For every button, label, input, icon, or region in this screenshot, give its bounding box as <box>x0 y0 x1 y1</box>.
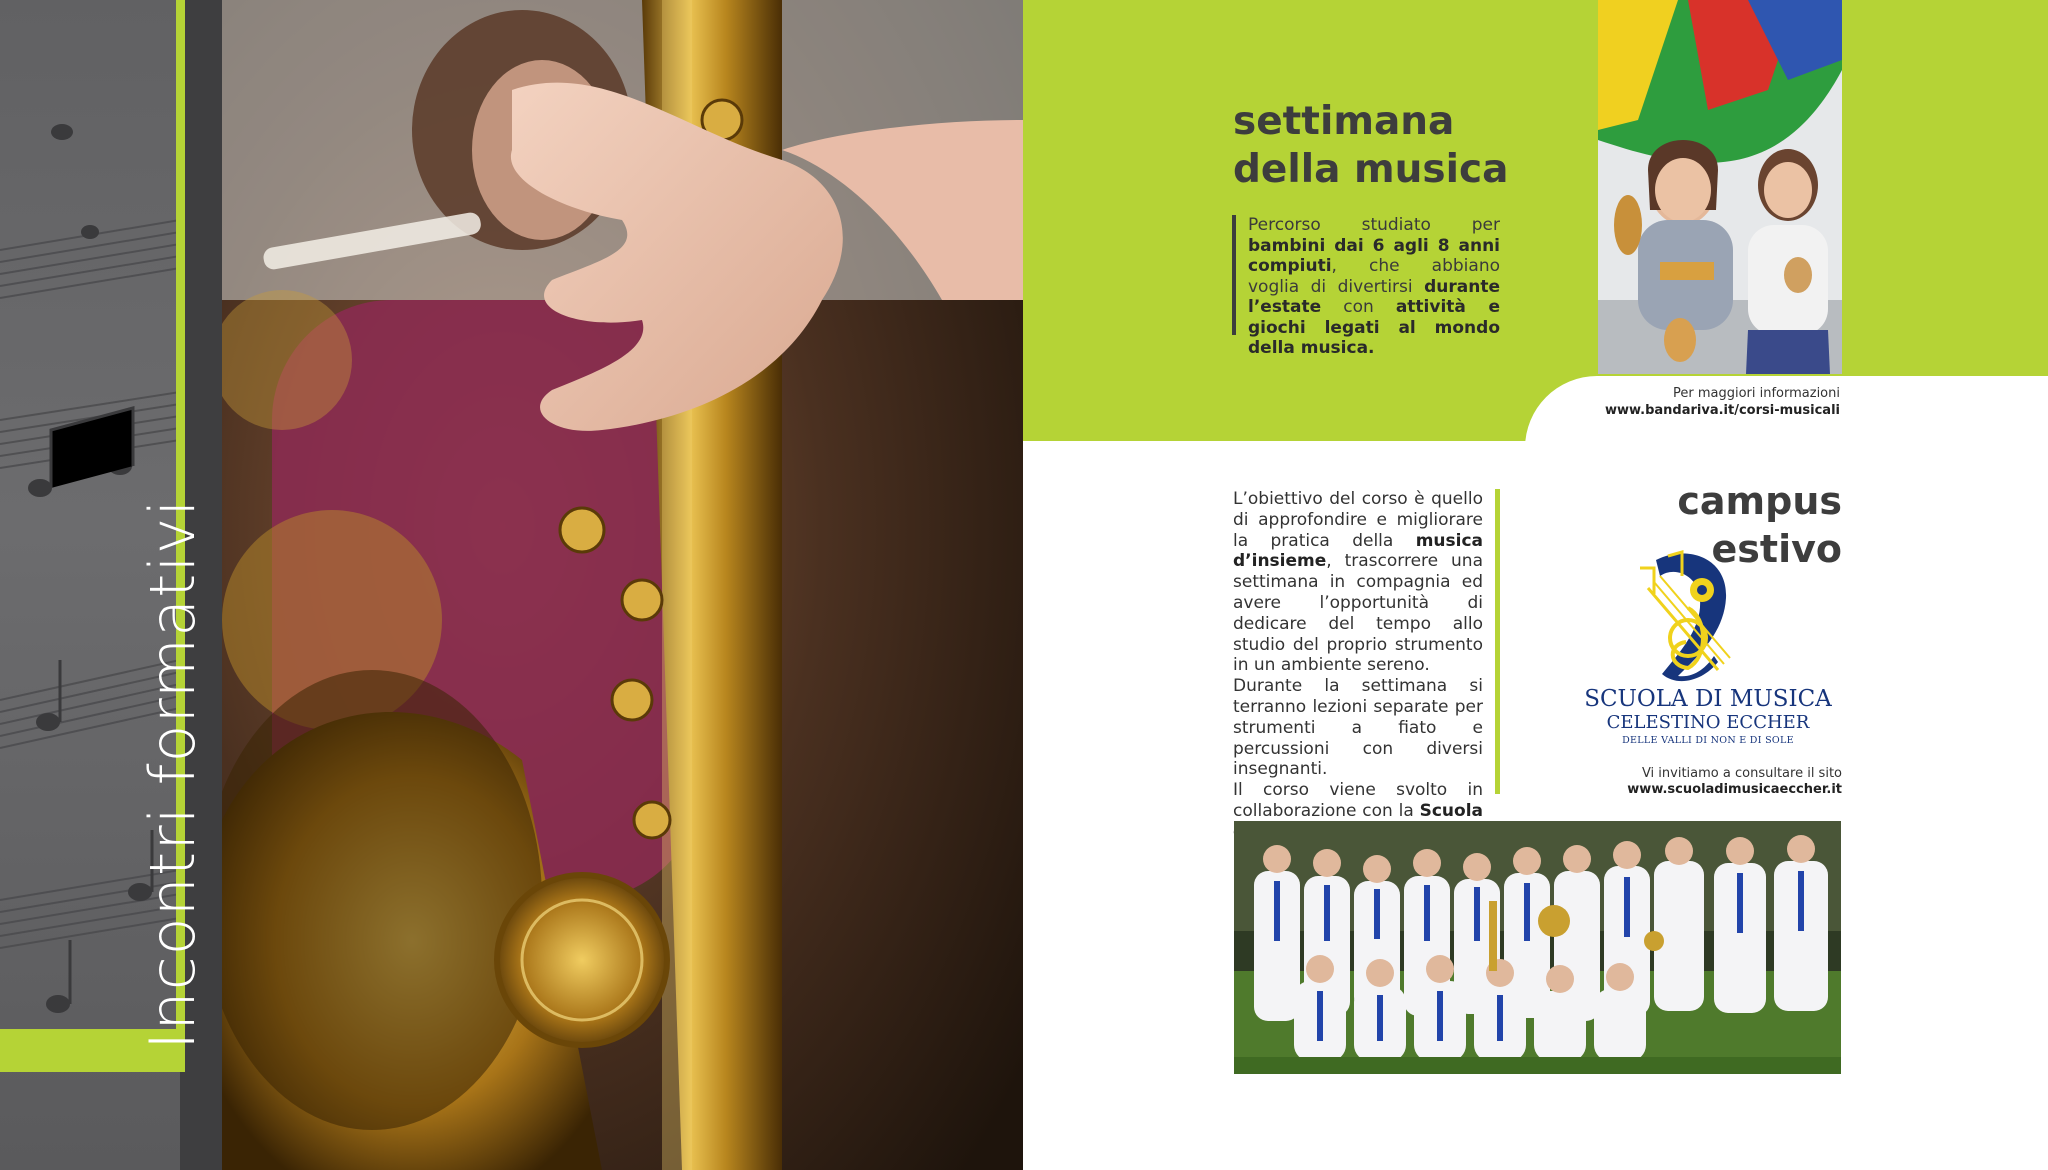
band-photo-graphic <box>1234 821 1841 1074</box>
body-para-2: Durante la settimana si terranno lezioni separate per strumenti a fiato e percussioni con diversi insegnanti. <box>1233 676 1483 780</box>
campus-body-text: L’obiettivo del corso è quello di approfondire e migliorare la pratica della musica d’insieme, trascorrere una settimana in compagnia ed avere l’opportunità di dedicare del tempo allo studio del proprio strumento in un ambiente sereno. Durante la settimana si terranno lezioni separate per strumenti a fiato e percussioni con diversi insegnanti. Il corso viene svolto in collaborazione con la Scuola <box>1233 489 1483 821</box>
children-photo-graphic <box>1598 0 1842 374</box>
school-region: DELLE VALLI DI NON E DI SOLE <box>1622 735 1794 746</box>
vertical-title-text: Incontri formativi <box>136 498 209 1050</box>
info-label: Per maggiori informazioni <box>1672 386 1840 401</box>
campus-title-line1: campus <box>1677 479 1842 523</box>
saxophone-photo-graphic <box>222 0 1023 1170</box>
youth-band-group-photo <box>1234 821 1841 1074</box>
settimana-description: Percorso studiato per bambini dai 6 agli 8 anni compiuti, che abbiano voglia di divertirsi durante l’estate con attività e giochi legati al mondo della musica. <box>1248 215 1500 358</box>
children-playing-photo <box>1598 0 1842 374</box>
school-name: SCUOLA DI MUSICA <box>1584 686 1832 712</box>
body-para-3: Il corso viene svolto in collaborazione con la <box>1233 780 1483 821</box>
school-subname: CELESTINO ECCHER <box>1606 712 1810 733</box>
campus-title-line2: estivo <box>1711 527 1842 571</box>
body-green-bar <box>1495 489 1500 794</box>
treble-clef-logo-icon <box>1568 548 1848 688</box>
settimana-title-line1: settimana <box>1233 99 1455 144</box>
settimana-title <box>1233 98 1573 194</box>
info-url-link[interactable]: www.bandariva.it/corsi-musicali <box>1604 403 1840 418</box>
invite-url-link[interactable]: www.scuoladimusicaeccher.it <box>1627 782 1842 797</box>
settimana-desc-bar <box>1232 215 1236 335</box>
saxophone-photo <box>222 0 1023 1170</box>
settimana-title-line2: della musica <box>1233 147 1509 192</box>
top-green-panel <box>1023 0 2048 441</box>
invite-label: Vi invitiamo a consultare il sito <box>1641 766 1842 781</box>
